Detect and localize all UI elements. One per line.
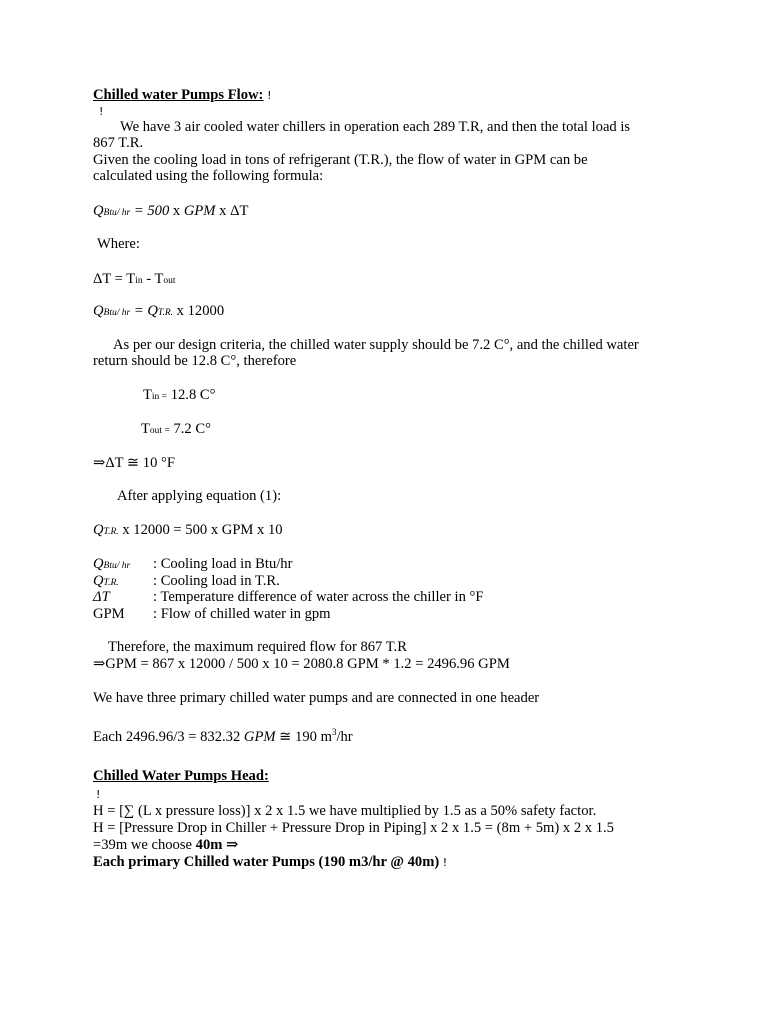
after-applying: After applying equation (1): [117,488,282,504]
head-formula-1: H = [∑ (L x pressure loss)] x 2 x 1.5 we have multiplied by 1.5 as a 50% safety factor. [93,803,597,819]
design-line-1: As per our design criteria, the chilled water supply should be 7.2 C°, and the chilled water [113,337,639,353]
given-line-1: Given the cooling load in tons of refrigerant (T.R.), the flow of water in GPM can be [93,152,588,168]
delta-t-result: ⇒ΔT ≅ 10 °F [93,455,175,471]
definition-row: GPM : Flow of chilled water in gpm [93,606,331,622]
design-line-2: return should be 12.8 C°, therefore [93,353,297,369]
each-pump-flow: Each 2496.96/3 = 832.32 GPM ≅ 190 $m^3/hr$ [93,727,353,745]
final-selection: Each primary Chilled water Pumps (190 m3/hr @ 40m) ! [93,854,448,870]
intro-line-2: 867 T.R. [93,135,144,151]
formula-q-gpm: QBtu/ hr = 500 x GPM x ΔT [93,203,249,219]
formula-q-tr: QBtu/ hr = QT.R. x 12000 [93,303,225,319]
head-mark: ! [96,788,101,801]
t-out-value: Tout = 7.2 C° [141,421,211,437]
intro-line-1: We have 3 air cooled water chillers in operation each 289 T.R, and then the total load is [120,119,631,135]
head-formula-2: H = [Pressure Drop in Chiller + Pressure Drop in Piping] x 2 x 1.5 = (8m + 5m) x 2 x 1.5 [93,820,614,836]
given-line-2: calculated using the following formula: [93,168,324,184]
section-title-flow [93,87,271,104]
delta-t-formula: ΔT = Tin - Tout [93,271,176,287]
equation-1: QT.R. x 12000 = 500 x GPM x 10 [93,522,283,538]
pumps-header-line: We have three primary chilled water pumps and are connected in one header [93,690,540,706]
flow-mark: ! [99,105,104,118]
gpm-calculation: ⇒GPM = 867 x 12000 / 500 x 10 = 2080.8 GPM * 1.2 = 2496.96 GPM [93,656,510,672]
definition-row: QBtu/ hr : Cooling load in Btu/hr [93,556,293,572]
therefore-line: Therefore, the maximum required flow for 867 T.R [108,639,407,655]
definition-row: ΔT : Temperature difference of water across the chiller in °F [93,589,484,605]
t-in-value: Tin = 12.8 C° [143,387,216,403]
head-choice: =39m we choose 40m ⇒ [93,837,239,853]
where-label: Where: [97,236,140,252]
definition-row: QT.R. : Cooling load in T.R. [93,573,280,589]
flow-title-mark: ! [267,89,272,102]
flow-title-text: Chilled water Pumps Flow: [93,87,264,103]
section-title-head: Chilled Water Pumps Head: [93,768,269,784]
